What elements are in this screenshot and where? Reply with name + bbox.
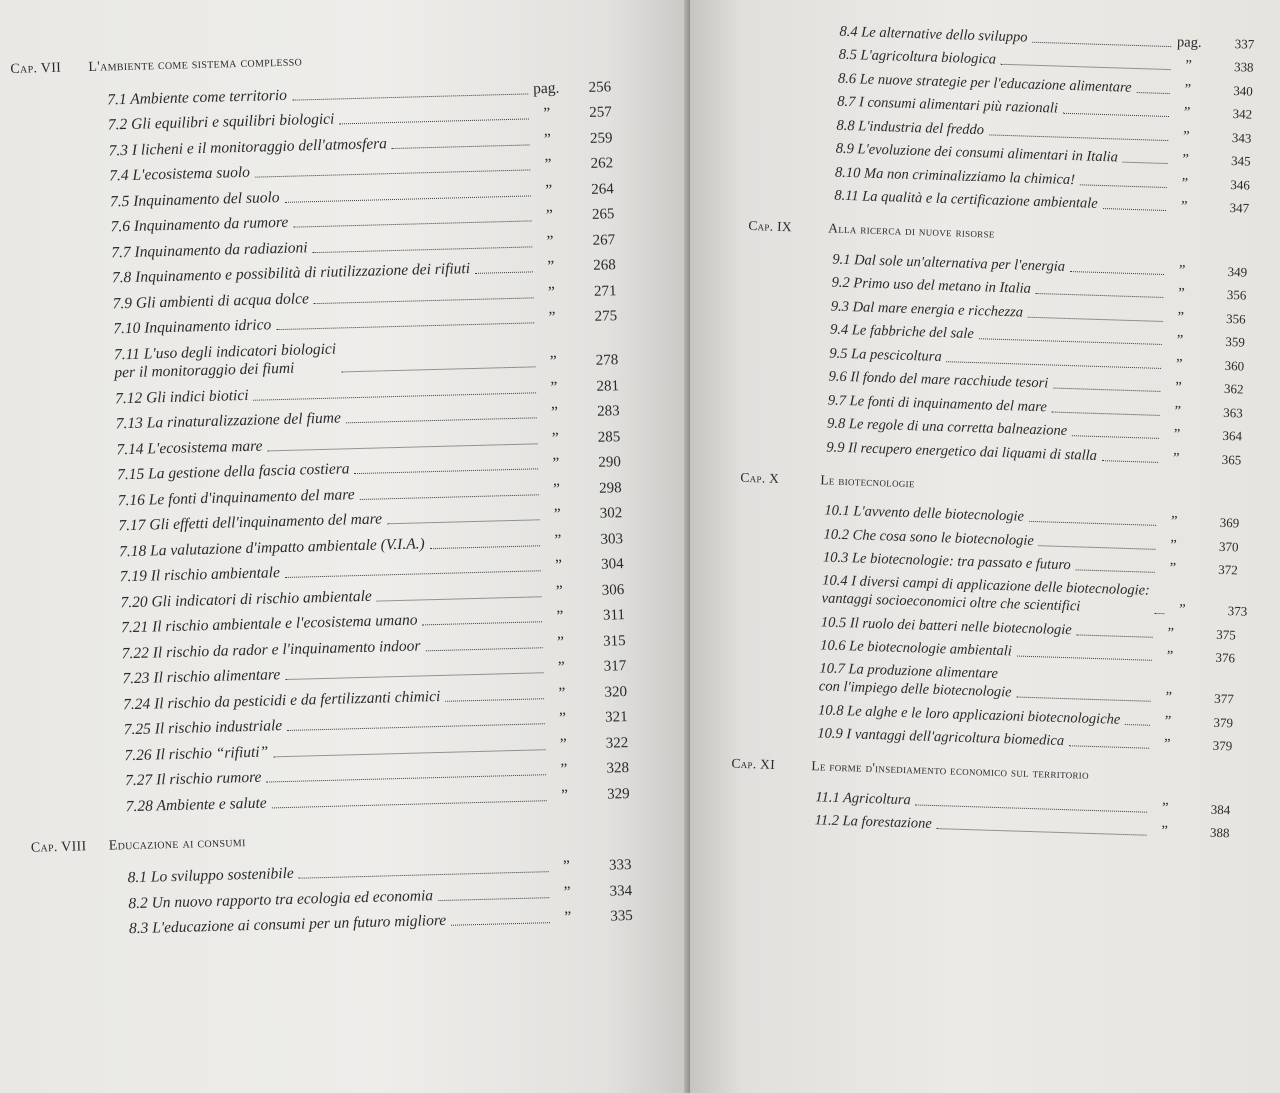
page-mark: ” [1174,402,1182,420]
page-number: 384 [1210,801,1231,817]
page-number: 322 [605,734,629,752]
dot-leader [1053,388,1160,392]
right-page [690,0,1280,1093]
toc-entry-title: 7.17 Gli effetti dell'inquinamento del mare [118,510,383,535]
page-mark: ” [1163,736,1171,753]
page-number: 370 [1218,538,1239,554]
page-mark: ” [1161,799,1169,816]
toc-entry-title: 8.5 L'agricoltura biologica [838,46,997,68]
toc-entry-title: 7.20 Gli indicatori di rischio ambientale [120,587,373,611]
chapter-title: Le biotecnologie [820,471,916,490]
page-mark: ” [1166,648,1174,665]
dot-leader [1039,545,1156,550]
toc-entry-title: 11.2 La forestazione [814,812,933,832]
dot-leader [1029,521,1156,526]
page-mark: ” [1182,128,1190,145]
page-mark: ” [1177,308,1185,326]
dot-leader [1028,316,1163,321]
page-number: 373 [1227,603,1248,619]
page-mark: ” [1175,355,1183,373]
dot-leader [1016,697,1150,702]
toc-entry-title: 9.1 Dal sole un'alternativa per l'energia [832,251,1066,275]
toc-entry-title: 7.8 Inquinamento e possibilità di riutilizzazione dei rifiuti [111,260,471,287]
page-number: 304 [600,556,624,573]
page-mark: ” [1172,449,1180,467]
dot-leader [1102,460,1158,463]
toc-entry-title: 10.9 I vantaggi dell'agricoltura biomedica [817,725,1065,750]
toc-entry-title: 7.11 L'uso degli indicatori biologici per il monitoraggio dei fiumi [113,340,337,382]
page-number: 338 [1233,59,1254,75]
dot-leader [445,698,544,702]
chapter-number: Cap. IX [748,217,793,235]
dot-leader [387,519,539,524]
page-mark: ” [564,908,572,926]
page-mark: ” [553,505,561,523]
toc-entry-title: 8.7 I consumi alimentari più razionali [837,93,1059,117]
page-mark: ” [1170,536,1177,554]
page-number: 379 [1213,714,1234,730]
page-number: 362 [1223,380,1244,397]
page-number: 265 [591,206,615,223]
page-mark: ” [556,607,564,625]
toc-entry-title: 9.4 Le fabbriche del sale [829,321,975,343]
page-mark: ” [543,130,552,148]
page-mark: ” [554,531,562,549]
page-number: 302 [599,505,623,522]
toc-entry-title: 8.4 Le alternative dello sviluppo [839,23,1028,46]
page-mark: ” [560,760,568,778]
page-number: 342 [1232,106,1253,122]
toc-entry-title: 9.8 Le regole di una corretta balneazione [826,415,1068,440]
toc-entry-title: 10.2 Che cosa sono le biotecnologie [823,525,1035,549]
page-number: 369 [1219,514,1240,531]
chapter-number: Cap. VII [10,60,62,77]
page-number: 340 [1233,82,1254,99]
toc-entry-title: 10.5 Il ruolo dei batteri nelle biotecnologie [820,613,1072,638]
dot-leader [1072,435,1159,439]
chapter-title: L'ambiente come sistema complesso [88,54,303,75]
page-number: 271 [593,282,617,300]
right-table-of-contents [729,14,1254,842]
page-number: 356 [1225,310,1246,327]
chapter-title: Le forme d'insediamento economico sul territorio [811,758,1090,782]
toc-entry-title: 7.15 La gestione della fascia costiera [116,460,350,484]
page-number: 365 [1221,451,1242,467]
page-mark: ” [1161,823,1168,840]
page-mark: ” [549,352,557,370]
page-mark: ” [546,232,554,250]
dot-leader [392,144,530,149]
toc-entry-title: 7.3 I licheni e il monitoraggio dell'atmosfera [108,134,388,159]
left-table-of-contents [10,36,633,940]
dot-leader [1077,634,1153,637]
dot-leader [438,897,549,901]
dot-leader [377,596,542,601]
toc-entry-title: 7.4 L'ecosistema suolo [109,163,251,185]
page-number: 364 [1222,427,1243,444]
dot-leader [1070,271,1164,275]
page-number: 321 [604,709,628,726]
page-mark: ” [1175,379,1182,396]
toc-entry-title: 10.1 L'avvento delle biotecnologie [824,502,1025,525]
page-number: 349 [1227,263,1248,280]
dot-leader [1032,41,1171,46]
page-mark: ” [558,684,566,702]
dot-leader [1052,411,1160,415]
page-number: 259 [589,129,613,147]
page-mark: ” [552,454,560,472]
page-number: 275 [594,308,618,325]
page-mark: ” [550,403,559,421]
dot-leader [451,922,550,926]
page-mark: ” [1182,151,1190,168]
toc-entry-title: 9.7 Le fonti di inquinamento del mare [827,391,1048,415]
page-number: 256 [588,78,612,96]
page-number: 343 [1231,129,1252,146]
toc-entry-title: 10.6 Le biotecnologie ambientali [819,637,1013,660]
toc-entry-title: 7.9 Gli ambienti di acqua dolce [112,289,310,312]
page-number: 317 [603,658,627,675]
toc-entry-title: 7.12 Gli indici biotici [114,386,249,407]
toc-entry-title: 10.3 Le biotecnologie: tra passato e futuro [822,549,1072,574]
toc-entry-title: 9.3 Dal mare energia e ricchezza [830,298,1024,321]
toc-entry-title: 9.2 Primo uso del metano in Italia [831,274,1032,297]
page-number: 328 [606,760,630,777]
toc-entry-title: 8.3 L'educazione ai consumi per un futuro migliore [128,911,447,938]
page-mark: pag. [532,79,560,97]
page-mark: ” [1177,285,1185,302]
toc-entry-title: 10.4 I diversi campi di applicazione delle biotecnologie: vantaggi socioeconomici oltre che scientifici [821,572,1151,615]
page-mark: ” [552,480,561,498]
page-number: 379 [1212,737,1233,754]
page-mark: ” [1184,81,1192,98]
dot-leader [1076,569,1155,572]
chapter-number: Cap. VIII [30,838,87,856]
page-number: 306 [601,581,625,599]
page-mark: ” [545,206,554,225]
toc-entry-title: 7.27 Il rischio rumore [124,768,262,790]
page-mark: ” [1167,624,1175,641]
toc-entry-title: 7.2 Gli equilibri e squilibri biologici [107,110,335,134]
dot-leader [1103,208,1166,211]
page-mark: ” [1178,601,1186,618]
page-mark: ” [563,883,571,901]
toc-entry-title: 7.26 Il rischio “rifiuti” [124,742,269,764]
dot-leader [1017,656,1152,661]
page-number: 363 [1222,404,1243,421]
page-mark: ” [1165,689,1173,706]
toc-entry-title: 8.1 Lo sviluppo sostenibile [127,864,295,887]
toc-entry-title: 8.6 Le nuove strategie per l'educazione alimentare [837,70,1132,96]
dot-leader [1154,613,1164,614]
page-mark: ” [1183,104,1191,121]
dot-leader [1123,162,1168,164]
page-number: 334 [609,882,633,900]
toc-entry-title: 7.24 Il rischio da pesticidi e da fertilizzanti chimici [122,687,441,713]
page-number: 311 [602,607,626,624]
dot-leader [937,828,1147,836]
toc-entry-title: 7.18 La valutazione d'impatto ambientale (V.I.A.) [118,534,425,560]
toc-entry-title: 8.8 L'industria del freddo [836,117,985,138]
page-mark: ” [1181,174,1189,192]
page-number: 376 [1215,649,1236,666]
page-number: 315 [602,632,626,650]
toc-entry-title: 7.19 Il rischio ambientale [119,564,281,586]
page-number: 388 [1209,824,1230,841]
page-mark: pag. [1176,33,1202,51]
toc-entry-title: 7.6 Inquinamento da rumore [110,213,289,236]
toc-entry-title: 9.5 La pescicoltura [829,345,942,365]
page-mark: ” [1178,261,1186,279]
page-mark: ” [1180,198,1188,215]
toc-entry-title: 10.7 La produzione alimentare con l'impiego delle biotecnologie [818,660,1012,701]
page-number: 267 [592,231,616,249]
toc-entry-title: 7.21 Il rischio ambientale e l'ecosistema umano [120,611,418,637]
page-mark: ” [1173,426,1181,443]
toc-entry-title: 7.10 Inquinamento idrico [113,316,272,338]
page-mark: ” [548,308,556,326]
page-number: 345 [1230,153,1251,169]
page-number: 298 [598,479,622,497]
page-number: 333 [608,857,632,874]
toc-entry-title: 11.1 Agricoltura [815,788,911,808]
page-number: 375 [1216,626,1236,642]
toc-entry-title: 7.23 Il rischio alimentare [122,666,281,688]
toc-entry-title: 7.1 Ambiente come territorio [107,86,288,108]
page-mark: ” [1170,513,1178,530]
page-mark: ” [543,104,551,123]
page-number: 268 [593,257,616,274]
page-number: 359 [1225,333,1246,350]
toc-entry-title: 9.6 Il fondo del mare racchiude tesori [828,368,1049,392]
toc-entry-title: 7.22 Il rischio da rador e l'inquinamento indoor [121,636,421,662]
page-mark: ” [559,735,567,753]
page-number: 281 [596,377,620,395]
toc-entry-title: 7.28 Ambiente e salute [125,794,267,815]
page-number: 329 [606,785,630,803]
page-mark: ” [547,283,556,301]
page-number: 320 [604,683,628,701]
page-number: 264 [591,180,614,198]
dot-leader [1136,92,1169,94]
page-mark: ” [550,378,558,396]
toc-entry-title: 8.10 Ma non criminalizziamo la chimica! [834,164,1076,188]
page-mark: ” [555,582,563,600]
page-number: 356 [1226,286,1247,303]
page-number: 337 [1234,35,1255,52]
toc-entry-title: 8.11 La qualità e la certificazione ambientale [834,187,1098,212]
chapter-title: Educazione ai consumi [108,834,246,854]
toc-entry-title: 9.9 Il recupero energetico dai liquami di stalla [826,438,1098,464]
page-number: 377 [1213,690,1234,707]
dot-leader [1125,723,1150,725]
page-number: 346 [1230,176,1251,193]
dot-leader [475,271,533,274]
page-mark: ” [562,857,571,875]
page-number: 360 [1224,357,1245,374]
page-mark: ” [547,257,555,276]
dot-leader [1069,745,1149,749]
page-mark: ” [560,786,569,804]
page-mark: ” [556,633,565,651]
toc-entry-title: 7.13 La rinaturalizzazione del fiume [115,409,342,433]
page-number: 335 [610,907,634,925]
dot-leader [430,545,540,549]
page-number: 347 [1229,200,1250,216]
page-number: 283 [596,403,620,420]
page-number: 262 [590,155,614,172]
page-mark: ” [1164,712,1172,729]
page-mark: ” [544,155,552,174]
toc-entry-title: 10.8 Le alghe e le loro applicazioni biotecnologiche [817,701,1121,728]
toc-entry-title: 8.2 Un nuovo rapporto tra ecologia ed economia [128,886,434,912]
page-number: 257 [589,104,612,121]
chapter-number: Cap. XI [731,755,776,772]
chapter-title: Alla ricerca di nuove risorse [828,220,995,241]
toc-entry-title: 7.7 Inquinamento da radiazioni [111,238,308,261]
page-mark: ” [558,709,567,727]
page-mark: ” [554,556,563,574]
dot-leader [1063,113,1169,117]
dot-leader [1036,293,1164,298]
page-mark: ” [1169,560,1177,577]
page-number: 285 [597,428,621,446]
toc-entry-title: 7.16 Le fonti d'inquinamento del mare [117,485,355,509]
page-mark: ” [545,181,553,199]
page-number: 303 [600,530,624,548]
page-mark: ” [557,658,565,676]
toc-entry-title: 7.14 L'ecosistema mare [116,437,263,458]
dot-leader [425,647,542,651]
page-number: 290 [598,454,622,471]
page-mark: ” [1176,332,1184,349]
chapter-number: Cap. X [740,469,780,486]
dot-leader [1080,184,1167,188]
page-mark: ” [1185,57,1193,74]
page-number: 372 [1218,561,1239,578]
dot-leader [423,621,543,625]
toc-entry-title: 7.5 Inquinamento del suolo [109,188,280,210]
page-number: 278 [595,352,619,369]
toc-entry-title: 7.25 Il rischio industriale [123,717,283,739]
page-mark: ” [551,429,559,447]
toc-entry-title: 8.9 L'evoluzione dei consumi alimentari in Italia [835,140,1119,166]
